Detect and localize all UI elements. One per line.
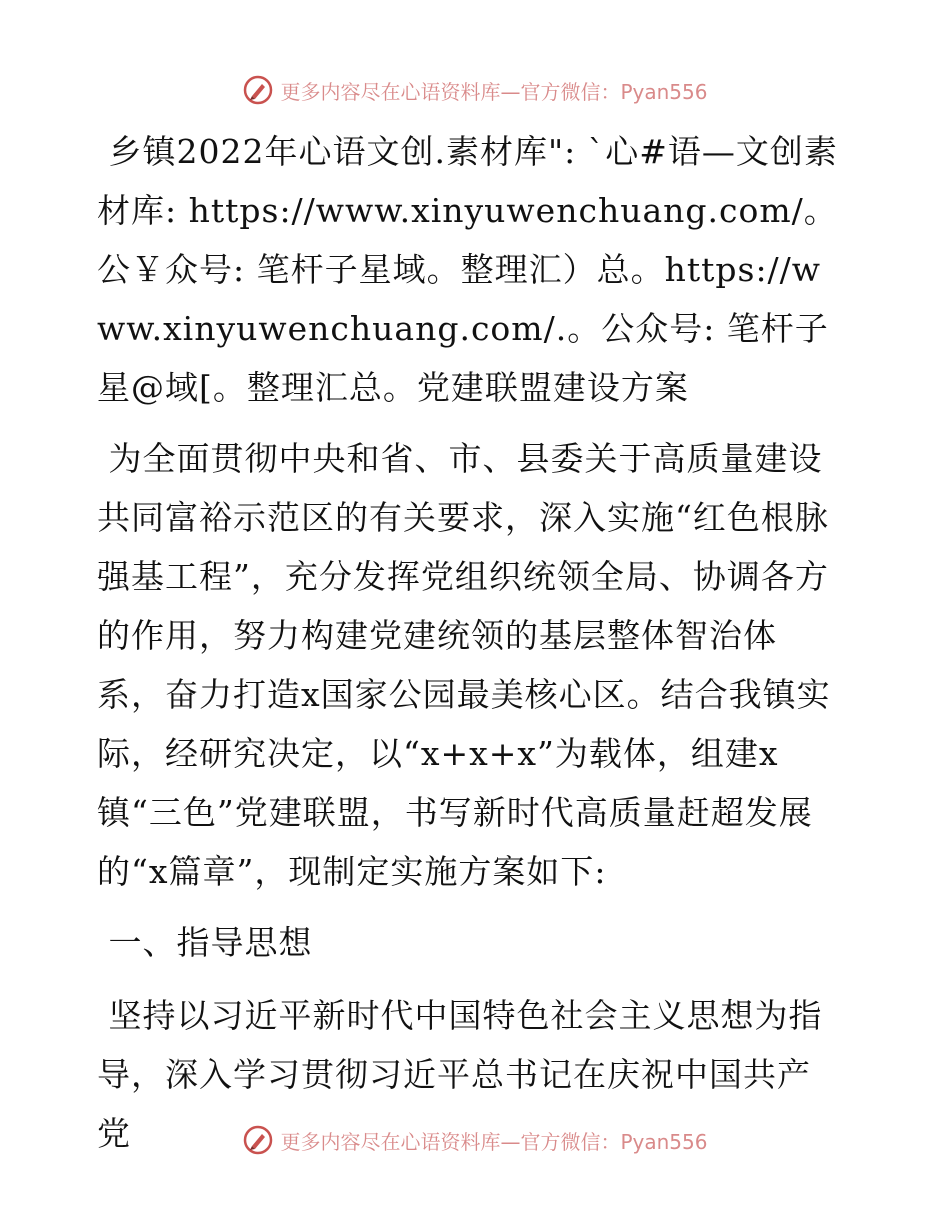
- pen-logo-icon: [242, 74, 274, 106]
- watermark-footer: [0, 1122, 950, 1158]
- document-body: [97, 122, 842, 1163]
- body-paragraph-2: 坚持以习近平新时代中国特色社会主义思想为指导，深入学习贯彻习近平总书记在庆祝中国共产党: [97, 996, 823, 1153]
- watermark-text: 更多内容尽在心语资料库—官方微信：Pyan556: [280, 1129, 708, 1154]
- watermark-header: [0, 72, 950, 108]
- watermark-text: 更多内容尽在心语资料库—官方微信：Pyan556: [280, 79, 708, 104]
- body-paragraph: 为全面贯彻中央和省、市、县委关于高质量建设共同富裕示范区的有关要求，深入实施“红色根脉强基工程”，充分发挥党组织统领全局、协调各方的作用，努力构建党建统领的基层整体智治体系，奋力打造x国家公园最美核心区。结合我镇实际，经研究决定，以“x+x+x”为载体，组建x镇“三色”党建联盟，书写新时代高质量赶超发展的“x篇章”，现制定实施方案如下:: [97, 439, 831, 891]
- pen-logo-icon: [242, 1124, 274, 1156]
- intro-paragraph: 乡镇2022年心语文创.素材库": `心#语—文创素材库: https://www.xinyuwenchuang.com/。公￥众号: 笔杆子星域。整理汇）总。https://www.xinyuwenchuang.com/.。公众号: 笔杆子星@域[。整理汇总。党建联盟建设方案: [97, 132, 838, 407]
- section-heading: 一、指导思想: [97, 923, 313, 962]
